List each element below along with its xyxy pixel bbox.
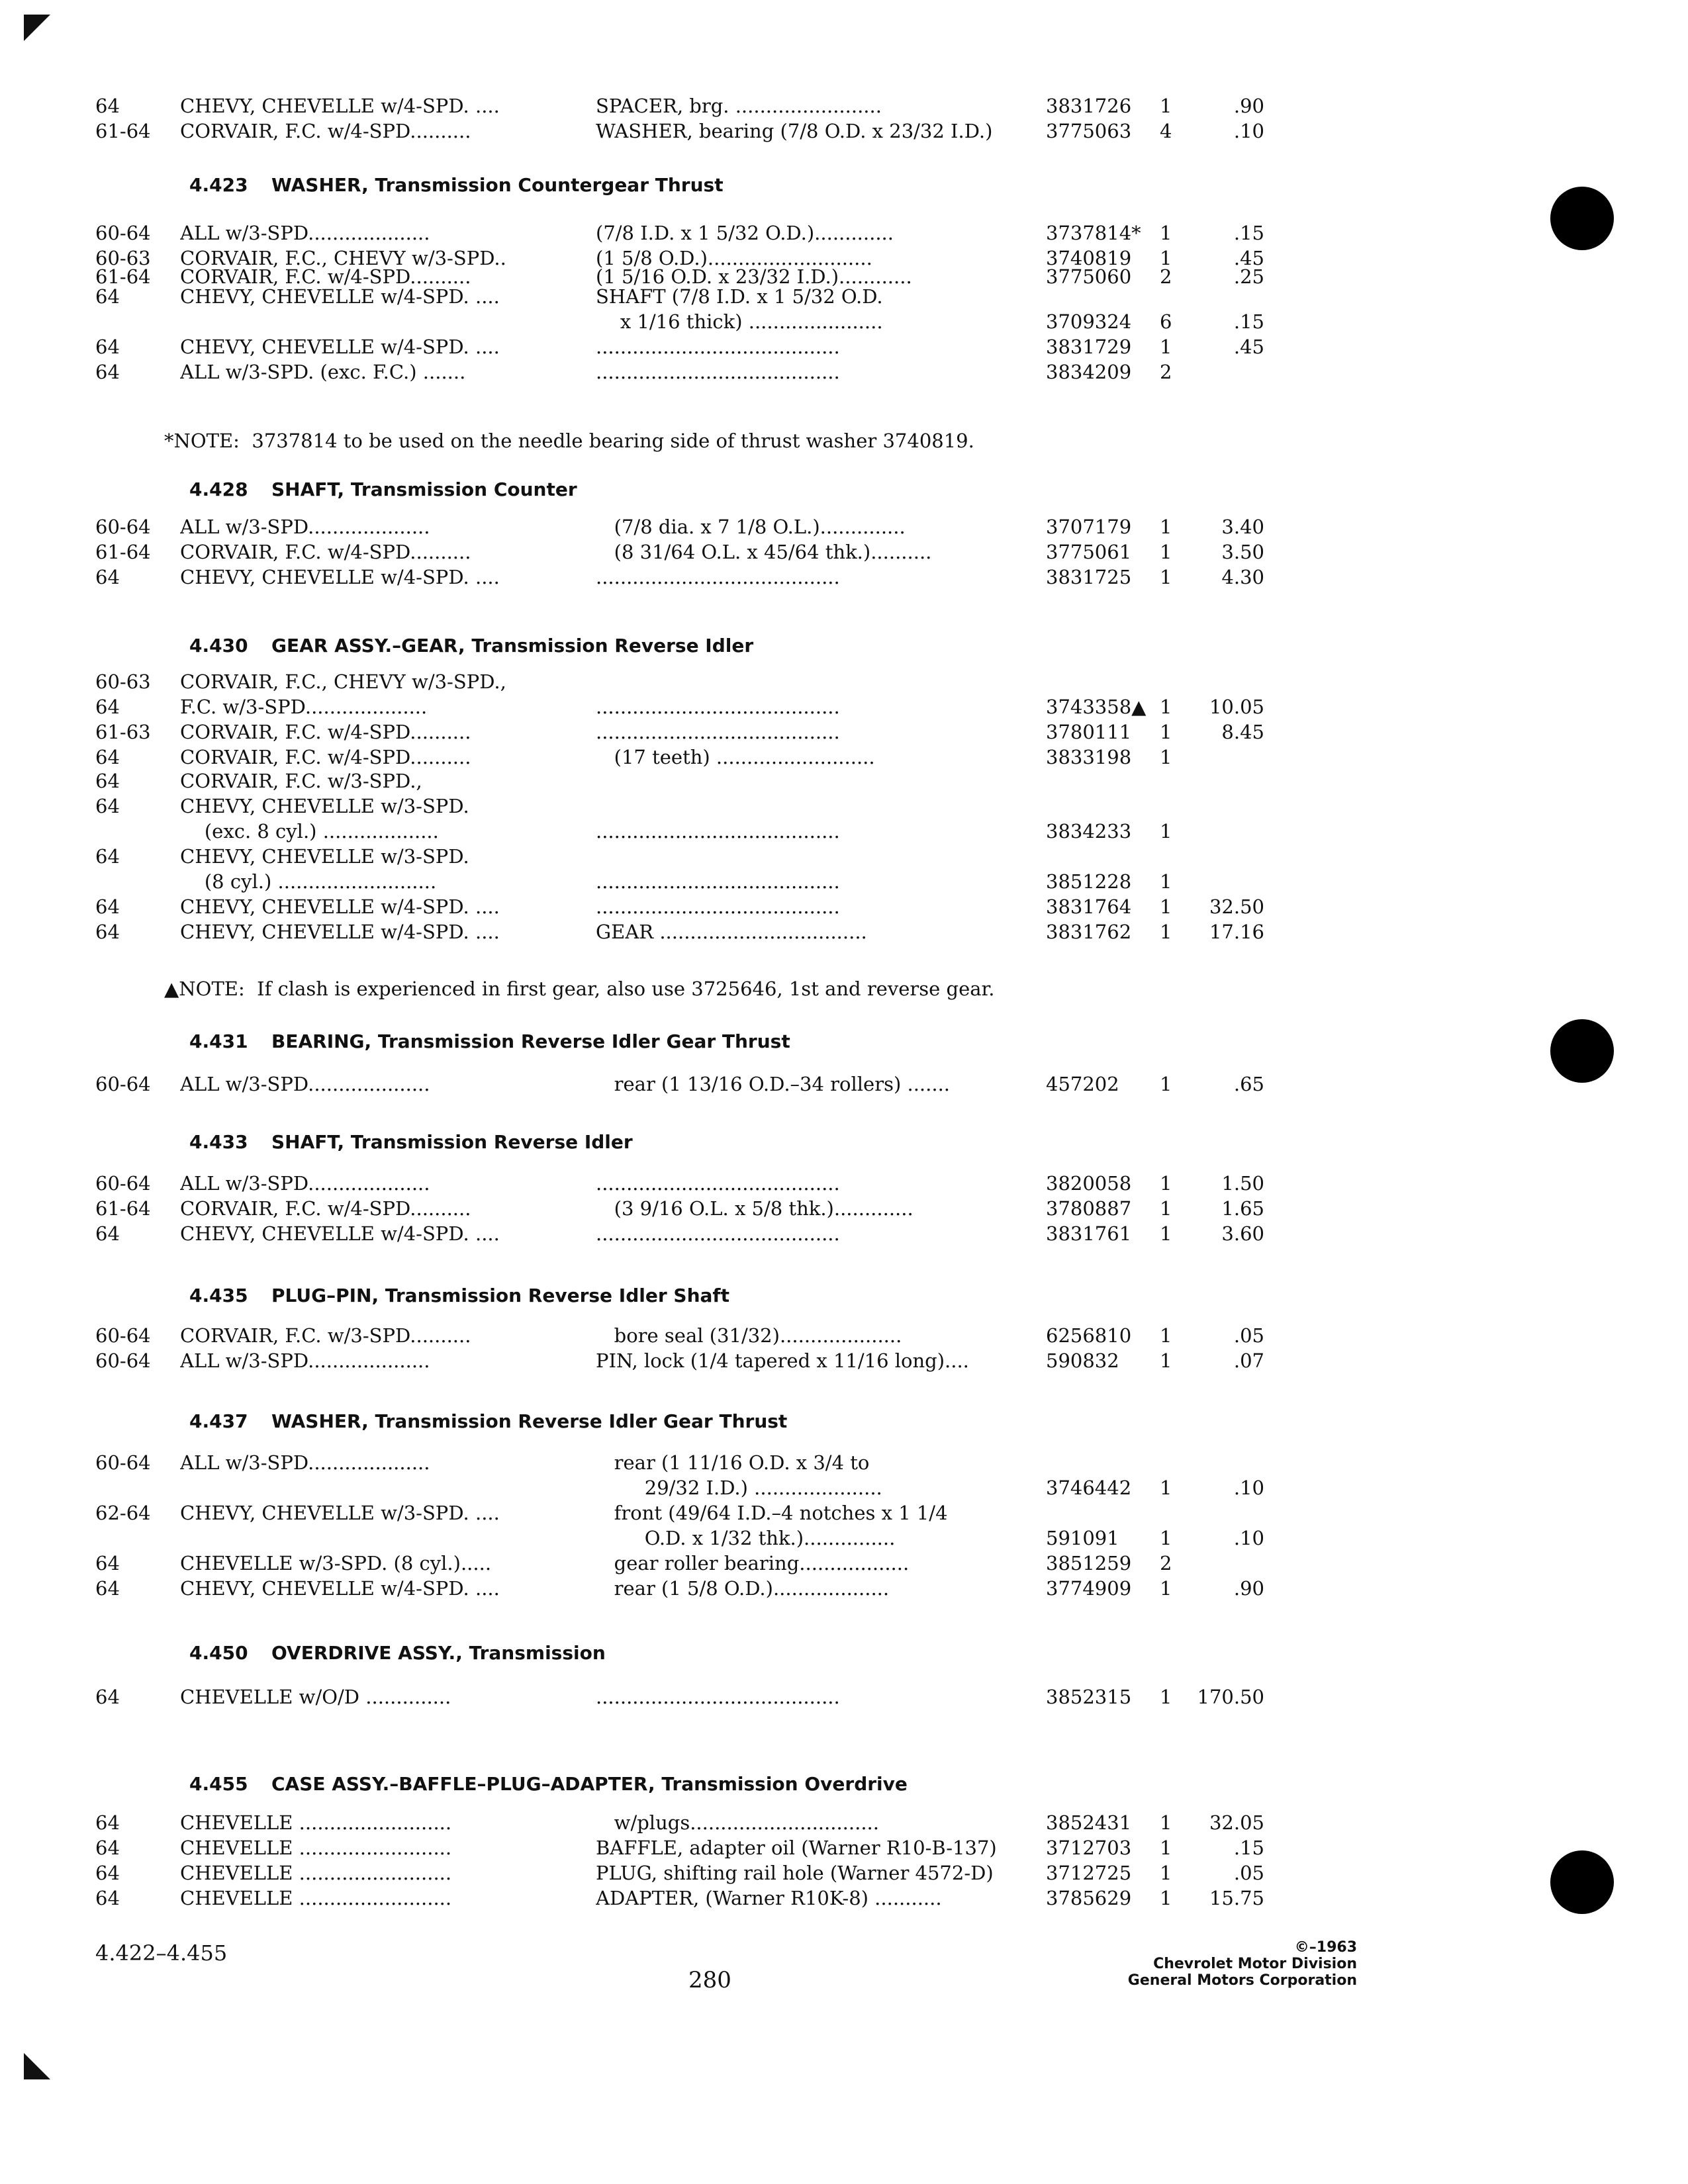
part-number: 3746442 <box>1046 1477 1132 1499</box>
part-description: SPACER, brg. ........................ <box>596 95 882 117</box>
section-title: SHAFT, Transmission Counter <box>271 478 577 500</box>
model-year: 60-64 <box>95 1172 151 1195</box>
model-year: 60-64 <box>95 1349 151 1372</box>
part-row <box>0 1811 1688 1835</box>
section-number: 4.455 <box>189 1773 248 1795</box>
part-description: ........................................ <box>596 1222 840 1245</box>
quantity: 1 <box>1160 696 1172 718</box>
part-description: (17 teeth) .......................... <box>596 746 875 768</box>
part-row <box>0 1501 1688 1525</box>
list-price: 1.50 <box>1221 1172 1264 1195</box>
part-number: 3852315 <box>1046 1686 1132 1708</box>
model-application: CHEVY, CHEVELLE w/4-SPD. .... <box>180 336 500 358</box>
part-description: 29/32 I.D.) ..................... <box>596 1477 882 1499</box>
model-application: ALL w/3-SPD.................... <box>180 516 430 538</box>
model-application: F.C. w/3-SPD.................... <box>180 696 428 718</box>
model-year: 60-64 <box>95 1451 151 1474</box>
section-title: PLUG–PIN, Transmission Reverse Idler Shaft <box>271 1285 729 1306</box>
model-year: 64 <box>95 696 120 718</box>
part-number: 3712725 <box>1046 1862 1132 1884</box>
section-title: BEARING, Transmission Reverse Idler Gear Thrust <box>271 1030 790 1052</box>
part-number: 3831729 <box>1046 336 1132 358</box>
part-number: 3707179 <box>1046 516 1132 538</box>
part-row <box>0 920 1688 944</box>
model-year: 64 <box>95 1811 120 1834</box>
page-number: 280 <box>688 1967 731 1993</box>
model-year: 60-64 <box>95 222 151 244</box>
copyright-line: General Motors Corporation <box>1127 1972 1357 1989</box>
model-application: CHEVY, CHEVELLE w/3-SPD. <box>180 845 469 868</box>
model-application: CHEVY, CHEVELLE w/4-SPD. .... <box>180 1577 500 1600</box>
part-number: 591091 <box>1046 1527 1119 1549</box>
model-application: CHEVY, CHEVELLE w/4-SPD. .... <box>180 285 500 308</box>
model-year: 60-63 <box>95 247 151 269</box>
quantity: 1 <box>1160 222 1172 244</box>
part-number: 3833198 <box>1046 746 1132 768</box>
part-row <box>0 515 1688 539</box>
model-year: 64 <box>95 895 120 918</box>
part-row <box>0 844 1688 868</box>
quantity: 1 <box>1160 1073 1172 1095</box>
model-year: 64 <box>95 795 120 817</box>
list-price: 3.40 <box>1221 516 1264 538</box>
part-description: (3 9/16 O.L. x 5/8 thk.)............. <box>596 1197 914 1220</box>
model-application: CORVAIR, F.C. w/4-SPD.......... <box>180 541 471 563</box>
copyright-line: Chevrolet Motor Division <box>1153 1956 1357 1972</box>
model-year: 64 <box>95 1887 120 1909</box>
quantity: 2 <box>1160 361 1172 383</box>
section-heading <box>0 478 1688 502</box>
model-application: CHEVELLE w/O/D .............. <box>180 1686 451 1708</box>
section-heading <box>0 1030 1688 1054</box>
model-year: 64 <box>95 95 120 117</box>
model-year: 64 <box>95 285 120 308</box>
model-application: CORVAIR, F.C. w/4-SPD.......... <box>180 721 471 743</box>
part-number: 3851228 <box>1046 870 1132 893</box>
part-number: 3775063 <box>1046 120 1132 142</box>
part-row <box>0 1197 1688 1220</box>
section-range: 4.422–4.455 <box>95 1940 228 1966</box>
part-number: 3774909 <box>1046 1577 1132 1600</box>
list-price: .10 <box>1233 1527 1264 1549</box>
part-row <box>0 1685 1688 1709</box>
model-year: 64 <box>95 1577 120 1600</box>
list-price: 170.50 <box>1197 1686 1264 1708</box>
part-description: (7/8 I.D. x 1 5/32 O.D.)............. <box>596 222 894 244</box>
part-number: 457202 <box>1046 1073 1119 1095</box>
quantity: 1 <box>1160 336 1172 358</box>
model-year: 64 <box>95 336 120 358</box>
part-description: w/plugs............................... <box>596 1811 879 1834</box>
list-price: .25 <box>1233 265 1264 288</box>
section-note <box>0 429 1688 453</box>
model-year: 61-64 <box>95 265 151 288</box>
quantity: 1 <box>1160 516 1172 538</box>
section-number: 4.428 <box>189 478 248 500</box>
section-heading <box>0 1772 1688 1796</box>
model-application: CHEVY, CHEVELLE w/3-SPD. .... <box>180 1502 500 1524</box>
quantity: 1 <box>1160 1887 1172 1909</box>
model-application: CHEVY, CHEVELLE w/4-SPD. .... <box>180 895 500 918</box>
quantity: 2 <box>1160 1552 1172 1574</box>
part-row <box>0 1861 1688 1885</box>
section-heading <box>0 1284 1688 1308</box>
model-application: CORVAIR, F.C. w/4-SPD.......... <box>180 265 471 288</box>
section-heading <box>0 634 1688 658</box>
model-year: 64 <box>95 1222 120 1245</box>
part-row <box>0 335 1688 359</box>
section-number: 4.450 <box>189 1642 248 1664</box>
quantity: 1 <box>1160 1349 1172 1372</box>
part-number: 3775061 <box>1046 541 1132 563</box>
part-row <box>0 565 1688 589</box>
part-description: PIN, lock (1/4 tapered x 11/16 long).... <box>596 1349 969 1372</box>
section-number: 4.437 <box>189 1410 248 1432</box>
quantity: 1 <box>1160 1527 1172 1549</box>
part-description: bore seal (31/32).................... <box>596 1324 902 1347</box>
section-title: GEAR ASSY.–GEAR, Transmission Reverse Idler <box>271 635 754 657</box>
quantity: 1 <box>1160 95 1172 117</box>
model-application: CORVAIR, F.C., CHEVY w/3-SPD.. <box>180 247 506 269</box>
model-application: ALL w/3-SPD.................... <box>180 222 430 244</box>
model-year: 62-64 <box>95 1502 151 1524</box>
quantity: 1 <box>1160 1837 1172 1859</box>
part-row <box>0 895 1688 919</box>
part-description: ........................................ <box>596 721 840 743</box>
part-number: 3785629 <box>1046 1887 1132 1909</box>
part-description: PLUG, shifting rail hole (Warner 4572-D) <box>596 1862 994 1884</box>
part-description: ........................................ <box>596 895 840 918</box>
list-price: 8.45 <box>1221 721 1264 743</box>
section-note <box>0 977 1688 1001</box>
list-price: 3.50 <box>1221 541 1264 563</box>
part-number: 3851259 <box>1046 1552 1132 1574</box>
part-row <box>0 119 1688 143</box>
model-application: CHEVELLE ......................... <box>180 1811 452 1834</box>
quantity: 1 <box>1160 1577 1172 1600</box>
section-title: WASHER, Transmission Countergear Thrust <box>271 174 724 196</box>
model-year: 64 <box>95 845 120 868</box>
part-description: gear roller bearing.................. <box>596 1552 910 1574</box>
part-row <box>0 1526 1688 1550</box>
part-row <box>0 695 1688 719</box>
quantity: 1 <box>1160 1172 1172 1195</box>
part-description: rear (1 11/16 O.D. x 3/4 to <box>596 1451 870 1474</box>
quantity: 1 <box>1160 1222 1172 1245</box>
model-application: CHEVY, CHEVELLE w/4-SPD. .... <box>180 1222 500 1245</box>
part-description: BAFFLE, adapter oil (Warner R10-B-137) <box>596 1837 997 1859</box>
list-price: .45 <box>1233 247 1264 269</box>
model-year: 64 <box>95 566 120 588</box>
part-number: 3820058 <box>1046 1172 1132 1195</box>
quantity: 1 <box>1160 820 1172 842</box>
model-year: 64 <box>95 770 120 792</box>
list-price: 15.75 <box>1209 1887 1264 1909</box>
list-price: 17.16 <box>1209 921 1264 943</box>
part-description: (8 31/64 O.L. x 45/64 thk.).......... <box>596 541 932 563</box>
model-year: 60-64 <box>95 1324 151 1347</box>
model-application: CORVAIR, F.C. w/4-SPD.......... <box>180 1197 471 1220</box>
section-heading <box>0 1641 1688 1665</box>
model-application: CORVAIR, F.C. w/4-SPD.......... <box>180 746 471 768</box>
part-number: 3831764 <box>1046 895 1132 918</box>
list-price: .05 <box>1233 1862 1264 1884</box>
quantity: 1 <box>1160 921 1172 943</box>
part-row <box>0 540 1688 564</box>
quantity: 1 <box>1160 1197 1172 1220</box>
list-price: 32.50 <box>1209 895 1264 918</box>
copyright-line: ©–1963 <box>1294 1939 1357 1956</box>
part-description: ........................................ <box>596 696 840 718</box>
part-number: 590832 <box>1046 1349 1119 1372</box>
part-description: rear (1 5/8 O.D.)................... <box>596 1577 890 1600</box>
section-number: 4.435 <box>189 1285 248 1306</box>
part-row <box>0 1451 1688 1475</box>
model-year: 60-64 <box>95 1073 151 1095</box>
quantity: 1 <box>1160 541 1172 563</box>
quantity: 1 <box>1160 1686 1172 1708</box>
part-row <box>0 221 1688 245</box>
model-year: 61-63 <box>95 721 151 743</box>
model-application: CORVAIR, F.C. w/4-SPD.......... <box>180 120 471 142</box>
part-number: 3737814* <box>1046 222 1141 244</box>
model-year: 60-63 <box>95 670 151 693</box>
part-description: ........................................ <box>596 566 840 588</box>
model-year: 64 <box>95 1837 120 1859</box>
quantity: 2 <box>1160 265 1172 288</box>
model-application: ALL w/3-SPD.................... <box>180 1451 430 1474</box>
list-price: .15 <box>1233 310 1264 333</box>
part-number: 3712703 <box>1046 1837 1132 1859</box>
part-description: x 1/16 thick) ...................... <box>596 310 883 333</box>
model-year: 61-64 <box>95 1197 151 1220</box>
part-row <box>0 794 1688 818</box>
section-heading <box>0 1130 1688 1154</box>
model-application: CHEVY, CHEVELLE w/4-SPD. .... <box>180 566 500 588</box>
section-number: 4.430 <box>189 635 248 657</box>
model-application: ALL w/3-SPD.................... <box>180 1073 430 1095</box>
part-description: front (49/64 I.D.–4 notches x 1 1/4 <box>596 1502 948 1524</box>
model-application: CORVAIR, F.C. w/3-SPD., <box>180 770 422 792</box>
part-row <box>0 1222 1688 1246</box>
part-row <box>0 310 1688 334</box>
model-application: ALL w/3-SPD. (exc. F.C.) ....... <box>180 361 466 383</box>
part-row <box>0 870 1688 893</box>
list-price: .07 <box>1233 1349 1264 1372</box>
model-application: CORVAIR, F.C., CHEVY w/3-SPD., <box>180 670 506 693</box>
quantity: 1 <box>1160 870 1172 893</box>
quantity: 1 <box>1160 1811 1172 1834</box>
model-application: CHEVELLE ......................... <box>180 1862 452 1884</box>
section-title: CASE ASSY.–BAFFLE–PLUG–ADAPTER, Transmission Overdrive <box>271 1773 908 1795</box>
part-number: 3831762 <box>1046 921 1132 943</box>
model-year: 64 <box>95 1552 120 1574</box>
quantity: 1 <box>1160 1477 1172 1499</box>
list-price: .10 <box>1233 1477 1264 1499</box>
list-price: 32.05 <box>1209 1811 1264 1834</box>
part-number: 3709324 <box>1046 310 1132 333</box>
part-number: 3852431 <box>1046 1811 1132 1834</box>
part-description: ........................................ <box>596 336 840 358</box>
model-year: 61-64 <box>95 541 151 563</box>
model-application: (exc. 8 cyl.) ................... <box>180 820 439 842</box>
part-row <box>0 1886 1688 1910</box>
part-description: ........................................ <box>596 1172 840 1195</box>
quantity: 1 <box>1160 247 1172 269</box>
quantity: 4 <box>1160 120 1172 142</box>
list-price: .45 <box>1233 336 1264 358</box>
quantity: 1 <box>1160 895 1172 918</box>
list-price: .15 <box>1233 222 1264 244</box>
part-row <box>0 1171 1688 1195</box>
section-number: 4.423 <box>189 174 248 196</box>
part-row <box>0 1476 1688 1500</box>
note-text: ▲NOTE: If clash is experienced in first gear, also use 3725646, 1st and reverse gear. <box>164 978 995 1000</box>
quantity: 1 <box>1160 1862 1172 1884</box>
part-row <box>0 1072 1688 1096</box>
part-row <box>0 819 1688 843</box>
model-year: 64 <box>95 361 120 383</box>
model-application: CORVAIR, F.C. w/3-SPD.......... <box>180 1324 471 1347</box>
part-row <box>0 769 1688 793</box>
quantity: 6 <box>1160 310 1172 333</box>
part-row <box>0 1576 1688 1600</box>
list-price: .65 <box>1233 1073 1264 1095</box>
list-price: .15 <box>1233 1837 1264 1859</box>
part-number: 3831726 <box>1046 95 1132 117</box>
section-title: WASHER, Transmission Reverse Idler Gear Thrust <box>271 1410 788 1432</box>
part-row <box>0 1324 1688 1347</box>
part-description: ........................................ <box>596 1686 840 1708</box>
model-year: 61-64 <box>95 120 151 142</box>
part-description: ........................................ <box>596 820 840 842</box>
part-row <box>0 285 1688 308</box>
model-year: 64 <box>95 746 120 768</box>
part-row <box>0 1551 1688 1575</box>
part-number: 3834209 <box>1046 361 1132 383</box>
section-number: 4.431 <box>189 1030 248 1052</box>
quantity: 1 <box>1160 566 1172 588</box>
quantity: 1 <box>1160 1324 1172 1347</box>
part-row <box>0 670 1688 694</box>
model-application: CHEVELLE ......................... <box>180 1837 452 1859</box>
model-year: 64 <box>95 1862 120 1884</box>
part-description: ADAPTER, (Warner R10K-8) ........... <box>596 1887 942 1909</box>
part-number: 3834233 <box>1046 820 1132 842</box>
note-text: *NOTE: 3737814 to be used on the needle bearing side of thrust washer 3740819. <box>164 430 974 452</box>
part-number: 3831725 <box>1046 566 1132 588</box>
section-title: SHAFT, Transmission Reverse Idler <box>271 1131 633 1153</box>
list-price: 10.05 <box>1209 696 1264 718</box>
list-price: 4.30 <box>1221 566 1264 588</box>
part-description: ........................................ <box>596 361 840 383</box>
part-row <box>0 94 1688 118</box>
corner-registration-mark-bottom <box>24 2053 50 2079</box>
section-title: OVERDRIVE ASSY., Transmission <box>271 1642 606 1664</box>
part-row <box>0 1349 1688 1373</box>
part-number: 3831761 <box>1046 1222 1132 1245</box>
model-application: (8 cyl.) .......................... <box>180 870 437 893</box>
part-description: (7/8 dia. x 7 1/8 O.L.).............. <box>596 516 906 538</box>
section-heading <box>0 173 1688 197</box>
model-year: 64 <box>95 1686 120 1708</box>
part-description: (1 5/16 O.D. x 23/32 I.D.)............ <box>596 265 912 288</box>
list-price: 1.65 <box>1221 1197 1264 1220</box>
part-row <box>0 1836 1688 1860</box>
part-number: 3775060 <box>1046 265 1132 288</box>
list-price: .90 <box>1233 95 1264 117</box>
part-description: rear (1 13/16 O.D.–34 rollers) ....... <box>596 1073 951 1095</box>
model-application: ALL w/3-SPD.................... <box>180 1349 430 1372</box>
part-number: 3740819 <box>1046 247 1132 269</box>
part-row <box>0 720 1688 744</box>
part-description: (1 5/8 O.D.)........................... <box>596 247 872 269</box>
section-number: 4.433 <box>189 1131 248 1153</box>
part-description: ........................................ <box>596 870 840 893</box>
part-number: 3780111 <box>1046 721 1132 743</box>
quantity: 1 <box>1160 746 1172 768</box>
corner-registration-mark-top <box>24 15 50 41</box>
list-price: 3.60 <box>1221 1222 1264 1245</box>
list-price: .05 <box>1233 1324 1264 1347</box>
list-price: .10 <box>1233 120 1264 142</box>
part-description: SHAFT (7/8 I.D. x 1 5/32 O.D. <box>596 285 883 308</box>
part-description: WASHER, bearing (7/8 O.D. x 23/32 I.D.) <box>596 120 993 142</box>
part-description: GEAR .................................. <box>596 921 867 943</box>
model-application: CHEVY, CHEVELLE w/4-SPD. .... <box>180 921 500 943</box>
model-application: CHEVELLE w/3-SPD. (8 cyl.)..... <box>180 1552 492 1574</box>
part-number: 3780887 <box>1046 1197 1132 1220</box>
model-application: ALL w/3-SPD.................... <box>180 1172 430 1195</box>
quantity: 1 <box>1160 721 1172 743</box>
model-application: CHEVY, CHEVELLE w/3-SPD. <box>180 795 469 817</box>
part-number: 3743358▲ <box>1046 696 1147 718</box>
part-number: 6256810 <box>1046 1324 1132 1347</box>
list-price: .90 <box>1233 1577 1264 1600</box>
section-heading <box>0 1410 1688 1433</box>
part-description: O.D. x 1/32 thk.)............... <box>596 1527 896 1549</box>
model-year: 60-64 <box>95 516 151 538</box>
part-row <box>0 360 1688 384</box>
model-application: CHEVELLE ......................... <box>180 1887 452 1909</box>
part-row <box>0 745 1688 769</box>
model-year: 64 <box>95 921 120 943</box>
copyright-block <box>1046 1939 1357 1989</box>
model-application: CHEVY, CHEVELLE w/4-SPD. .... <box>180 95 500 117</box>
